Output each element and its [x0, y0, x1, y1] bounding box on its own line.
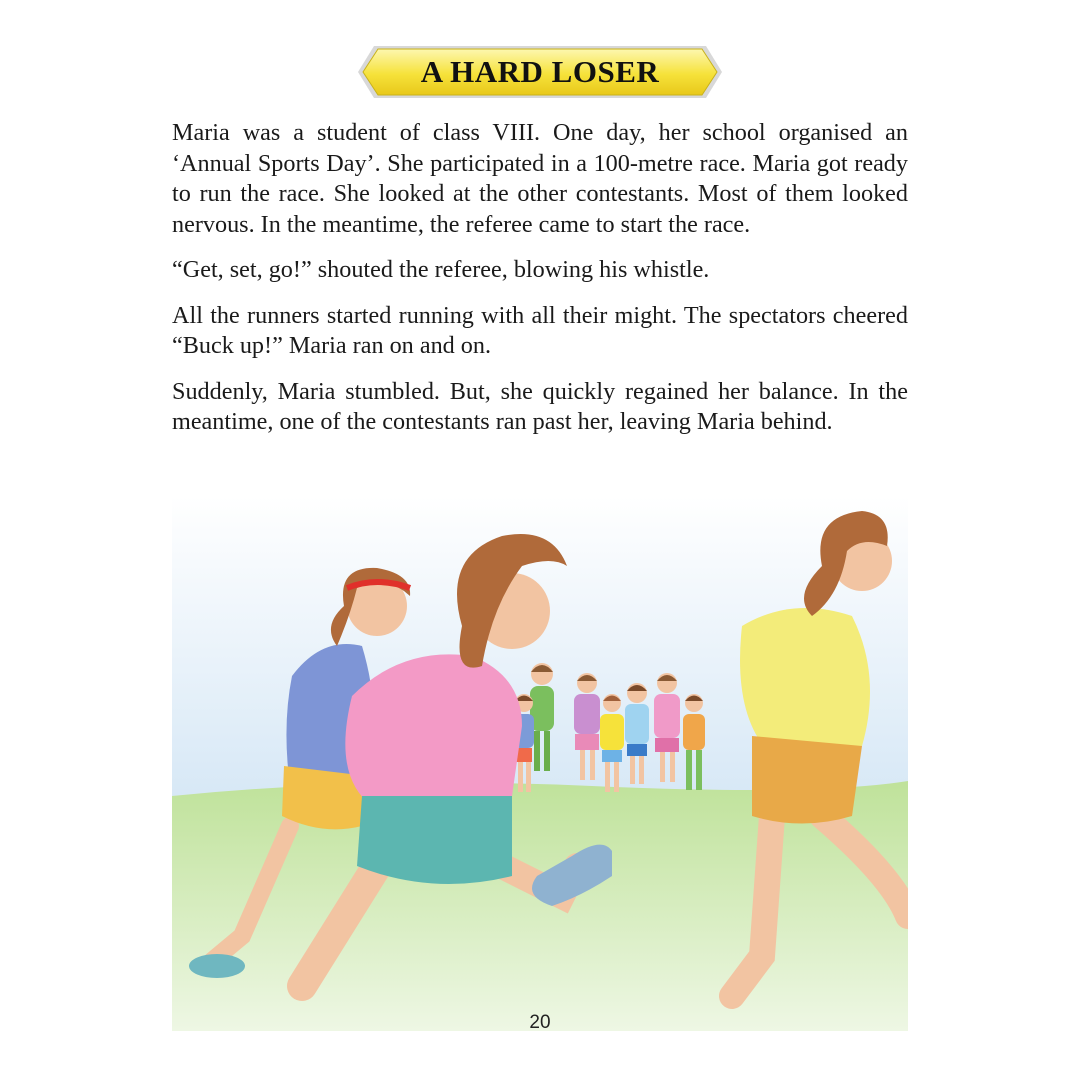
- paragraph-1: Maria was a student of class VIII. One day, her school organised an ‘Annual Sports Day’. She participated in a 100-metre race. Maria got ready to run the race. She looked at the other contestants. Most of them looked nervous. In the meantime, the referee came to start the race.: [172, 119, 908, 238]
- story-text: [172, 118, 908, 453]
- paragraph-3: All the runners started running with all their might. The spectators cheered “Buck up!” Maria ran on and on.: [172, 301, 908, 359]
- page-title: A HARD LOSER: [420, 54, 660, 89]
- page-number: 20: [529, 1012, 551, 1033]
- paragraph-4: Suddenly, Maria stumbled. But, she quickly regained her balance. In the meantime, one of the contestants ran past her, leaving Maria behind.: [172, 377, 908, 435]
- paragraph-2: “Get, set, go!” shouted the referee, blowing his whistle.: [172, 256, 710, 283]
- race-illustration: [172, 496, 908, 1031]
- title-banner: [356, 44, 724, 100]
- race-scene: [172, 496, 908, 1031]
